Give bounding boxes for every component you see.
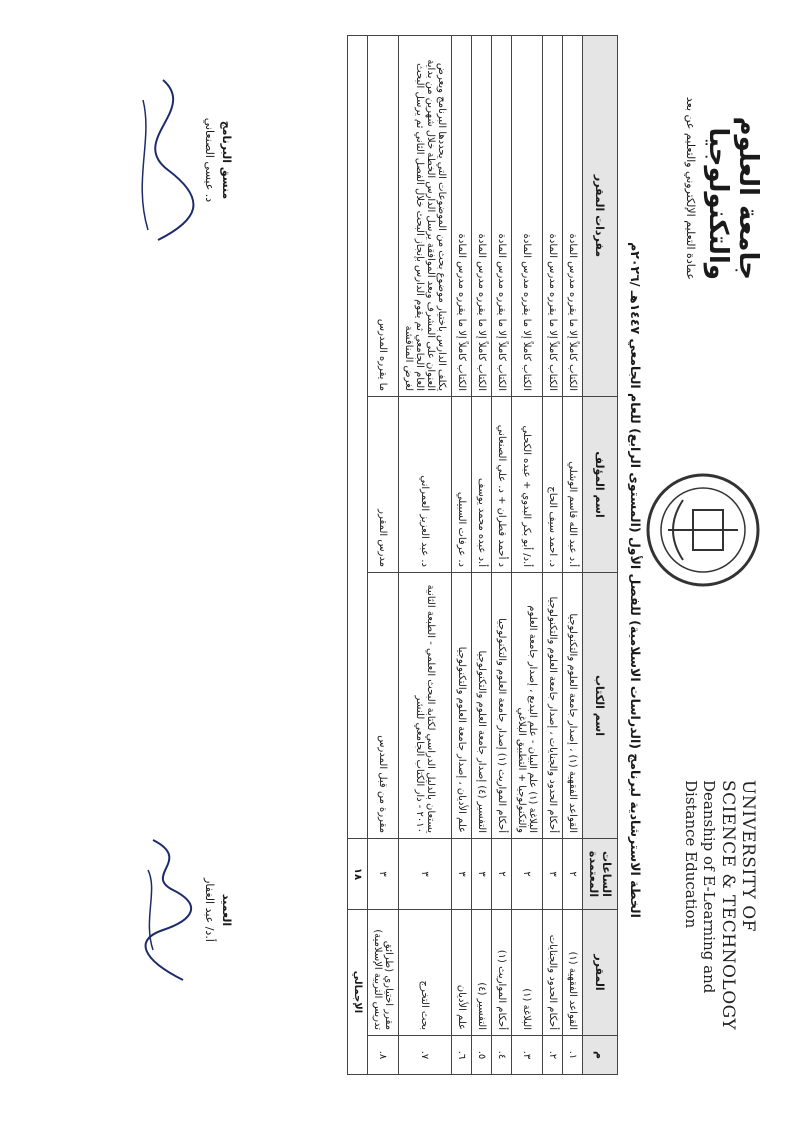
- row-course: أحكام الحدود والجنايات: [543, 910, 563, 1036]
- row-book: مقررة من قبل المدرس: [368, 573, 399, 839]
- row-book: علم الأديان ، إصدار جامعة العلوم والتكنولوجيا: [452, 573, 472, 839]
- row-num: ١.: [563, 1036, 583, 1075]
- table-header-row: [583, 36, 618, 1075]
- row-hours: ٢: [512, 839, 543, 910]
- row-course: القواعد الفقهية (١): [563, 910, 583, 1036]
- row-author: أ.د عبد الله قاسم الوشلي: [563, 397, 583, 573]
- coordinator-signature: [123, 70, 203, 250]
- row-num: ٨.: [368, 1036, 399, 1075]
- table-row: [452, 36, 472, 1075]
- university-name-line1: UNIVERSITY OF: [738, 780, 758, 932]
- row-hours: ٣: [368, 839, 399, 910]
- row-course: أحكام المواريث (١): [492, 910, 512, 1036]
- dean-signature-block: [133, 790, 233, 1030]
- header-course: المقرر: [583, 910, 618, 1036]
- row-num: ٤.: [492, 1036, 512, 1075]
- row-course: التفسير (٤): [472, 910, 492, 1036]
- row-author: د. احمد سيف الحاج: [543, 397, 563, 573]
- row-syllabus: الكتاب كاملاً إلا ما يقرره مدرس المادة: [492, 36, 512, 397]
- university-name-line2: SCIENCE & TECHNOLOGY: [718, 780, 738, 1031]
- row-syllabus: يكلف الدارس باختيار موضوع بحث من الموضوعات التي يحددها البرنامج ويعرض العنوان على المشرف وبعد الموافقة يرسل الدارس الخطة خلال شهرين من بداية العام الجامعي ثم يقوم الدارس بإنجاز البحث خلال الفصل الثاني ثم يرسل البحث لغرض المناقشة: [399, 36, 452, 397]
- study-plan-table: [347, 35, 618, 1075]
- row-course: بحث التخرج: [399, 910, 452, 1036]
- row-author: مدرس المقرر: [368, 397, 399, 573]
- total-row: [348, 36, 368, 1075]
- row-syllabus: الكتاب كاملاً إلا ما يقرره مدرس المادة: [472, 36, 492, 397]
- row-book: يستعان بالدليل الدراسي لكتابة البحث العلمي - الطبعة الثانية ٢٠١٠ - دار الكتاب الجامعي للنشر: [399, 573, 452, 839]
- row-book: البلاغة (١) علم البيان - علم البديع ، إصدار جامعة العلوم والتكنولوجيا + التطبيق البلاغي: [512, 573, 543, 839]
- row-syllabus: الكتاب كاملاً إلا ما يقرره مدرس المادة: [452, 36, 472, 397]
- header-arabic: [684, 20, 763, 280]
- coordinator-name: د. عيسى الصنعاني: [203, 117, 216, 203]
- row-syllabus: الكتاب كاملاً إلا ما يقرره مدرس المادة: [512, 36, 543, 397]
- dean-role: العميد: [220, 893, 233, 927]
- row-course: البلاغة (١): [512, 910, 543, 1036]
- row-hours: ٣: [543, 839, 563, 910]
- deanship-arabic: عمادة التعليم الإلكتروني والتعليم عن بعد: [684, 96, 697, 280]
- brand-arabic: جامعة العلوم والتكنولوجيا: [703, 116, 763, 280]
- row-num: ٧.: [399, 1036, 452, 1075]
- table-row: [492, 36, 512, 1075]
- row-syllabus: ما يقرره المدرس: [368, 36, 399, 397]
- table-row: [399, 36, 452, 1075]
- coordinator-role: منسق البرنامج: [220, 120, 233, 200]
- total-empty: [348, 36, 368, 839]
- header-hours: الساعات المعتمدة: [583, 839, 618, 910]
- dean-name: أ.د/ عبد الغفار: [203, 878, 216, 942]
- row-hours: ٢: [492, 839, 512, 910]
- row-num: ٣.: [512, 1036, 543, 1075]
- row-hours: ٣: [472, 839, 492, 910]
- table-row: [512, 36, 543, 1075]
- header-syllabus: مفردات المقرر: [583, 36, 618, 397]
- row-book: القواعد الفقهية (١) ، إصدار جامعة العلوم والتكنولوجيا: [563, 573, 583, 839]
- row-author: د. عرفات السبيلي: [452, 397, 472, 573]
- header-author: اسم المؤلف: [583, 397, 618, 573]
- row-num: ٢.: [543, 1036, 563, 1075]
- total-label: الإجمالي: [348, 910, 368, 1075]
- row-syllabus: الكتاب كاملاً إلا ما يقرره مدرس المادة: [563, 36, 583, 397]
- row-course: علم الأديان: [452, 910, 472, 1036]
- row-hours: ٢: [563, 839, 583, 910]
- row-book: أحكام المواريث (١) إصدار جامعة العلوم والتكنولوجيا: [492, 573, 512, 839]
- row-course: مقرر اختياري (طرائق تدريس التربية الإسلامية): [368, 910, 399, 1036]
- header-num: م: [583, 1036, 618, 1075]
- row-syllabus: الكتاب كاملاً إلا ما يقرره مدرس المادة: [543, 36, 563, 397]
- row-hours: ٣: [399, 839, 452, 910]
- deanship-line2: Distance Education: [682, 780, 700, 929]
- row-book: أحكام الحدود والجنايات ، إصدار جامعة العلوم والتكنولوجيا: [543, 573, 563, 839]
- total-hours: ١٨: [348, 839, 368, 910]
- university-logo: [643, 470, 763, 590]
- row-author: أ.د عبده محمد يوسف: [472, 397, 492, 573]
- header-english: [682, 780, 758, 1080]
- table-row: [368, 36, 399, 1075]
- row-num: ٦.: [452, 1036, 472, 1075]
- table-row: [563, 36, 583, 1075]
- row-author: د. عبد العزيز العمراني: [399, 397, 452, 573]
- row-author: د أحمد قطران + د. علي الصنعاني: [492, 397, 512, 573]
- dean-signature: [133, 830, 203, 990]
- deanship-line1: Deanship of E-Learning and: [700, 780, 718, 994]
- header-book: اسم الكتاب: [583, 573, 618, 839]
- row-book: التفسير (٤) إصدار جامعة العلوم والتكنولوجيا: [472, 573, 492, 839]
- row-author: أ.د/ أبو بكر البدوي + عبده الكحلي: [512, 397, 543, 573]
- table-row: [472, 36, 492, 1075]
- row-hours: ٣: [452, 839, 472, 910]
- row-num: ٥.: [472, 1036, 492, 1075]
- coordinator-signature-block: [123, 50, 233, 270]
- table-row: [543, 36, 563, 1075]
- plan-title: الخطة الاسترشادية لبرنامج (الدراسات الاسلامية) للفصل الأول (المستوى الرابع) للعام الجامعي ١٤٤٧هـ /٢٠٢٦م: [628, 242, 643, 918]
